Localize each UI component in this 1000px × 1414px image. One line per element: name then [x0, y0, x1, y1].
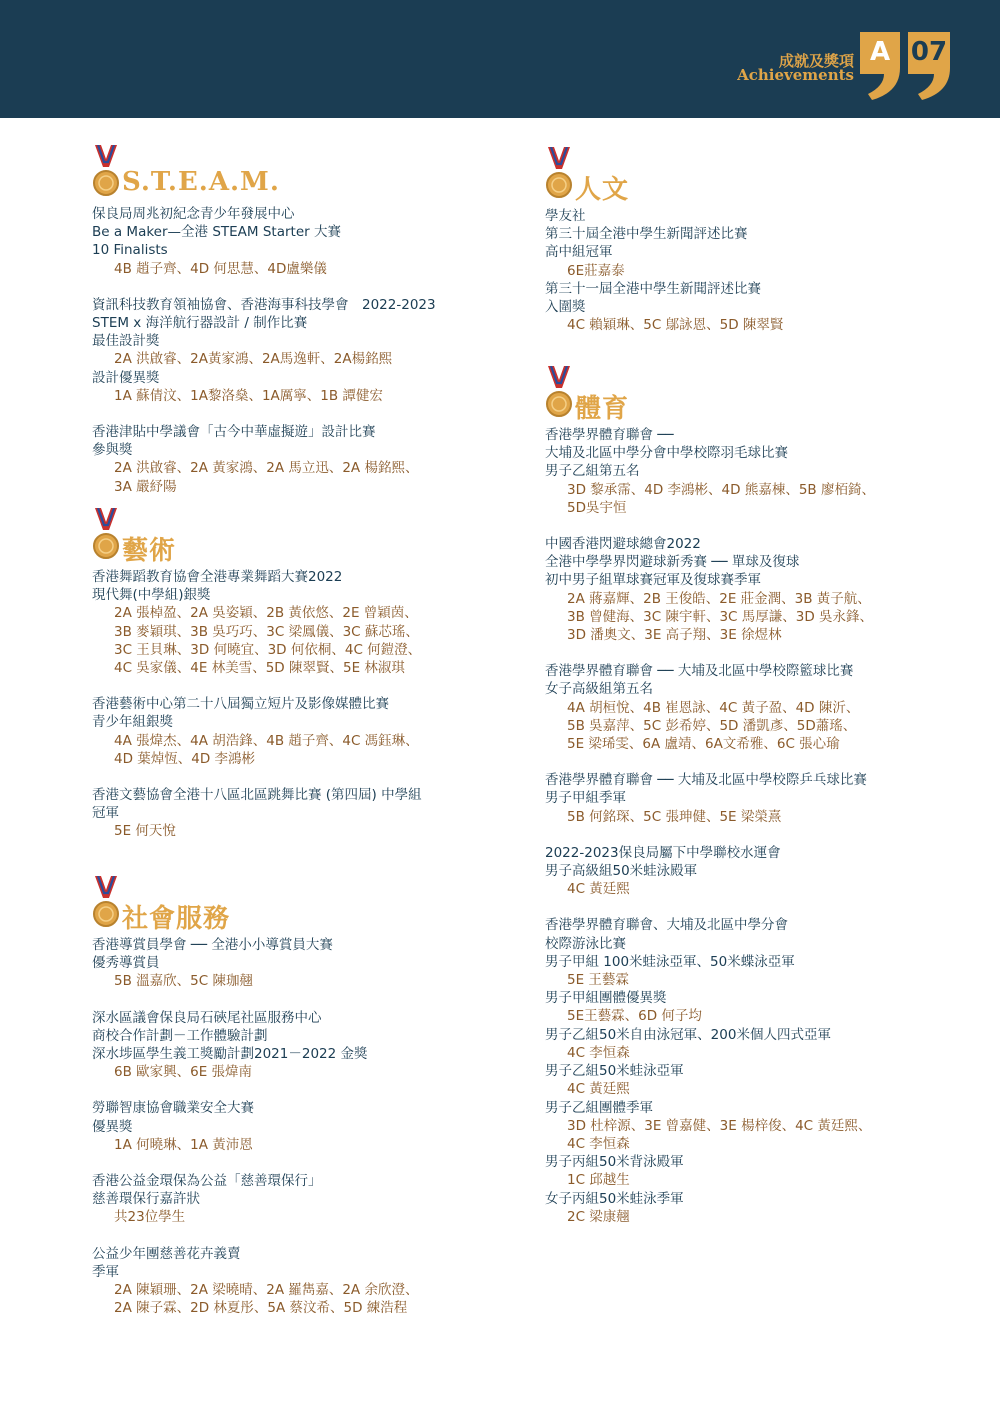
award-text: 男子乙組團體季軍	[545, 1099, 653, 1116]
recipient-names: 4A 胡桓悅、4B 崔恩詠、4C 黃子盈、4D 陳沂、	[567, 699, 860, 716]
section-humanities	[545, 147, 965, 352]
medal-icon	[545, 147, 573, 201]
recipient-names: 4B 趙子齊、4D 何思慧、4D盧樂儀	[114, 260, 327, 277]
award-text: 保良局周兆初紀念青少年發展中心	[92, 206, 295, 222]
recipient-names: 3B 麥穎琪、3B 吳巧巧、3C 梁鳳儀、3C 蘇芯瑤、	[114, 623, 419, 640]
award-text: 香港舞蹈教育協會全港專業舞蹈大賽2022	[92, 569, 343, 585]
section-title-social-service: 社會服務	[122, 904, 231, 934]
entry-list	[545, 426, 965, 1226]
recipient-names: 5B 吳嘉萍、5C 彭希婷、5D 潘凱彥、5D蕭瑤、	[567, 717, 857, 734]
award-entry	[92, 936, 492, 991]
award-text: 香港學界體育聯會 ── 大埔及北區中學校際乒乓球比賽	[545, 772, 867, 789]
award-entry	[92, 1245, 492, 1318]
award-entry	[92, 1009, 492, 1082]
medal-icon	[92, 876, 120, 930]
recipient-names: 4C 李恒森	[567, 1044, 630, 1061]
award-text: 中國香港閃避球總會2022	[545, 536, 701, 553]
header-title-zh: 成就及獎項	[778, 52, 854, 70]
award-text: 冠軍	[92, 805, 119, 822]
award-entry	[92, 423, 492, 496]
award-text: 勞聯智康協會職業安全大賽	[92, 1100, 254, 1117]
award-text: 優異獎	[92, 1118, 133, 1135]
recipient-names: 4A 張煒杰、4A 胡浩鋒、4B 趙子齊、4C 馮鈺琳、	[114, 732, 419, 749]
award-text: 第三十屆全港中學生新聞評述比賽	[545, 226, 748, 243]
award-text: 商校合作計劃－工作體驗計劃	[92, 1027, 268, 1044]
award-text: 女子丙組50米蛙泳季軍	[545, 1190, 684, 1207]
recipient-names: 4C 李恒森	[567, 1135, 630, 1152]
award-text: 青少年組銀獎	[92, 714, 173, 731]
award-entry	[92, 1172, 492, 1227]
award-entry	[92, 786, 492, 841]
page-header	[0, 0, 1000, 118]
recipient-names: 5E 何天悅	[114, 823, 176, 840]
page-number: 07	[910, 37, 948, 67]
award-text: 全港中學學界閃避球新秀賽 ── 單球及復球	[545, 554, 800, 571]
award-text: 男子甲組團體優異獎	[545, 990, 667, 1007]
award-entry	[92, 695, 492, 768]
award-entry	[545, 844, 965, 899]
award-text: 公益少年團慈善花卉義賣	[92, 1245, 241, 1262]
award-text: STEM x 海洋航行器設計 / 制作比賽	[92, 315, 308, 332]
award-text: 2022-2023保良局屬下中學聯校水運會	[545, 844, 781, 861]
award-text: 第三十一屆全港中學生新聞評述比賽	[545, 280, 761, 297]
entry-list	[545, 207, 965, 334]
award-text: 女子高級組第五名	[545, 681, 653, 698]
award-text: 深水區議會保良局石硤尾社區服務中心	[92, 1009, 322, 1026]
recipient-names: 4D 葉焯恆、4D 李鴻彬	[114, 750, 256, 767]
award-entry	[92, 1099, 492, 1154]
award-text: 男子甲組 100米蛙泳亞軍、50米蝶泳亞軍	[545, 953, 795, 970]
award-text: 初中男子組單球賽冠軍及復球賽季軍	[545, 572, 761, 589]
section-social-service	[92, 876, 492, 1335]
recipient-names: 5E 王藝霖	[567, 972, 629, 989]
recipient-names: 共23位學生	[114, 1209, 186, 1226]
recipient-names: 2A 陳穎珊、2A 梁曉晴、2A 羅雋嘉、2A 余欣澄、	[114, 1282, 419, 1299]
award-text: 男子乙組第五名	[545, 463, 640, 480]
award-entry	[545, 916, 965, 1225]
recipient-names: 3D 潘奧文、3E 高子翔、3E 徐煜林	[567, 627, 782, 644]
entry-list	[92, 205, 492, 496]
award-entry	[545, 771, 965, 826]
medal-icon	[92, 145, 120, 199]
recipient-names: 3D 杜梓源、3E 曾嘉健、3E 楊梓俊、4C 黃廷熙、	[567, 1117, 872, 1134]
award-entry	[545, 207, 965, 334]
recipient-names: 1A 何曉琳、1A 黃沛恩	[114, 1136, 253, 1153]
award-text: 男子乙組50米蛙泳亞軍	[545, 1063, 684, 1080]
award-text: 季軍	[92, 1263, 119, 1280]
award-text: 現代舞(中學組)銀獎	[92, 587, 211, 604]
recipient-names: 5E王藝霖、6D 何子均	[567, 1008, 702, 1025]
recipient-names: 2C 梁康翹	[567, 1208, 630, 1225]
recipient-names: 2A 張棹盈、2A 吳姿穎、2B 黃依悠、2E 曾穎茵、	[114, 605, 418, 622]
award-text: 參與獎	[92, 442, 133, 459]
award-text: 10 Finalists	[92, 242, 168, 259]
recipient-names: 5B 何銘琛、5C 張珅健、5E 梁榮熹	[567, 808, 782, 825]
award-text: 深水埗區學生義工獎勵計劃2021－2022 金獎	[92, 1046, 368, 1063]
recipient-names: 4C 吳家儀、4E 林美雪、5D 陳翠賢、5E 林淑琪	[114, 660, 405, 677]
section-title-sports: 體育	[575, 394, 630, 424]
header-title-en: Achievements	[737, 66, 854, 84]
medal-icon	[92, 508, 120, 562]
recipient-names: 4C 賴穎琳、5C 鄔詠恩、5D 陳翠賢	[567, 317, 784, 334]
entry-list	[92, 936, 492, 1317]
section-title-steam: S.T.E.A.M.	[122, 167, 280, 197]
award-text: 男子甲組季軍	[545, 790, 626, 807]
award-entry	[545, 426, 965, 517]
recipient-names: 2A 洪啟睿、2A 黃家鴻、2A 馬立迅、2A 楊銘熙、	[114, 460, 419, 477]
award-entry	[92, 568, 492, 677]
recipient-names: 3B 曾健海、3C 陳宇軒、3C 馬厚謙、3D 吳永鋒、	[567, 608, 874, 625]
recipient-names: 3C 王貝琳、3D 何曉宜、3D 何依桐、4C 何鎧澄、	[114, 641, 422, 658]
recipient-names: 3D 黎承霈、4D 李鴻彬、4D 熊嘉棟、5B 廖栢錡、	[567, 481, 875, 498]
recipient-names: 3A 嚴紓陽	[114, 478, 177, 495]
award-text: 香港文藝協會全港十八區北區跳舞比賽 (第四屆) 中學組	[92, 787, 422, 804]
medal-icon	[545, 366, 573, 420]
award-text: 男子乙組50米自由泳冠軍、200米個人四式亞軍	[545, 1026, 831, 1043]
recipient-names: 1C 邱越生	[567, 1172, 630, 1189]
award-text: 慈善環保行嘉許狀	[92, 1191, 200, 1208]
section-title-arts: 藝術	[122, 536, 177, 566]
award-entry	[92, 296, 492, 405]
award-text: 香港津貼中學議會「古今中華虛擬遊」設計比賽	[92, 424, 376, 441]
award-text: 入圍獎	[545, 299, 586, 316]
entry-list	[92, 568, 492, 841]
recipient-names: 6B 歐家興、6E 張煒南	[114, 1064, 253, 1081]
award-text: 香港藝術中心第二十八屆獨立短片及影像媒體比賽	[92, 696, 389, 713]
recipient-names: 5E 梁琋雯、6A 盧靖、6A文希雅、6C 張心瑜	[567, 736, 840, 753]
award-text: 男子高級組50米蛙泳殿軍	[545, 863, 698, 880]
section-letter: A	[869, 37, 891, 67]
award-text: 香港學界體育聯會、大埔及北區中學分會	[545, 917, 788, 934]
recipient-names: 2A 洪啟睿、2A黃家鴻、2A馬逸軒、2A楊銘熙	[114, 351, 393, 368]
award-text: 香港學界體育聯會 ──	[545, 427, 674, 443]
award-text: 高中組冠軍	[545, 244, 613, 261]
recipient-names: 2A 蔣嘉輝、2B 王俊皓、2E 莊金潤、3B 黃子航、	[567, 590, 871, 607]
award-entry	[92, 205, 492, 278]
award-text: 香港學界體育聯會 ── 大埔及北區中學校際籃球比賽	[545, 663, 854, 680]
award-text: 校際游泳比賽	[545, 935, 626, 952]
recipient-names: 1A 蘇倩汶、1A黎洛燊、1A厲寧、1B 譚健宏	[114, 387, 383, 404]
award-text: 香港公益金環保為公益「慈善環保行」	[92, 1173, 322, 1190]
recipient-names: 6E莊嘉泰	[567, 262, 625, 279]
award-text: 學友社	[545, 208, 586, 224]
recipient-names: 4C 黃廷熙	[567, 881, 630, 898]
recipient-names: 5D吳宇恒	[567, 499, 627, 516]
award-text: 設計優異獎	[92, 369, 160, 386]
section-sports	[545, 366, 965, 1244]
award-text: 大埔及北區中學分會中學校際羽毛球比賽	[545, 445, 788, 462]
award-text: 最佳設計獎	[92, 333, 160, 350]
section-arts	[92, 508, 492, 859]
award-entry	[545, 535, 965, 644]
recipient-names: 5B 溫嘉欣、5C 陳珈翹	[114, 973, 253, 990]
award-text: 香港導賞員學會 ── 全港小小導賞員大賽	[92, 937, 333, 953]
award-text: Be a Maker—全港 STEAM Starter 大賽	[92, 224, 341, 241]
award-text: 優秀導賞員	[92, 955, 160, 972]
recipient-names: 4C 黃廷熙	[567, 1081, 630, 1098]
award-entry	[545, 662, 965, 753]
section-title-humanities: 人文	[575, 175, 630, 205]
award-text: 男子丙組50米背泳殿軍	[545, 1154, 684, 1171]
section-steam	[92, 145, 492, 514]
award-text: 資訊科技教育領袖協會、香港海事科技學會 2022-2023	[92, 296, 436, 313]
recipient-names: 2A 陳子霖、2D 林夏彤、5A 蔡汶希、5D 練浩程	[114, 1300, 408, 1317]
quote-badge-icon	[858, 32, 954, 100]
